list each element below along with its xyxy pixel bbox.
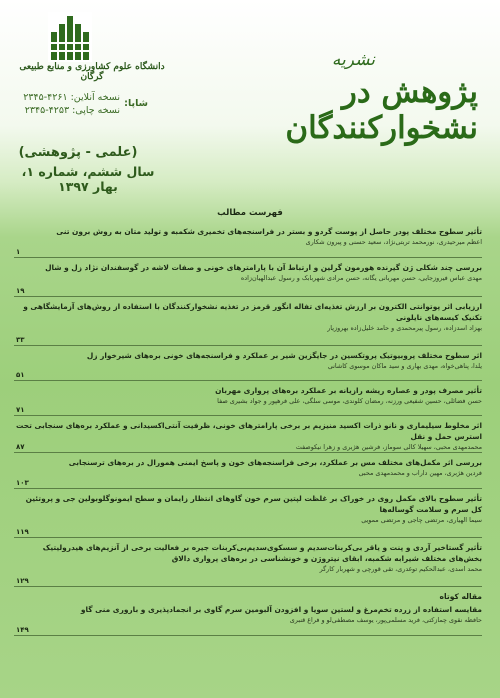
toc-entry-authors: محمد اسدی، عبدالحکیم توغدری، تقی قورچی و شهربار کارگر xyxy=(319,565,482,573)
toc-entry-authors: محمدمهدی محبی، سهیلا کالی سوماز، فرشین هژبری و زهرا نیکوصفت xyxy=(295,443,482,451)
toc-entry[interactable] xyxy=(14,301,482,346)
toc-entry[interactable] xyxy=(14,420,482,453)
toc-entry-page: ۱۱۹ xyxy=(16,528,29,536)
toc-entry-authors: اعظم میرحیدری، نورمحمد تربتی‌نژاد، سعید حسنی و پیرون شکاری xyxy=(305,238,482,246)
toc-entry-title: ارزیابی اثر پوتوانتی الکترون بر ارزش تغذیه‌ای تفاله انگور قرمز در تغذیه نشخوارکنندگان با استفاده از روش‌های آزمایشگاهی و تکنیک کیسه‌های نایلونی xyxy=(23,302,482,322)
toc-entry-authors: بهزاد اسدزاده، رسول پیرمحمدی و حامد خلیل‌زاده بهروزیار xyxy=(327,324,482,332)
toc-entry[interactable] xyxy=(14,457,482,489)
toc-entry-authors: سیما الهیاری، مرتضی چاجی و مرتضی ممویی xyxy=(361,516,482,524)
toc-entry-title: تأثیر سطوح بالای مکمل روی در خوراک بر غلظت لپتین سرم خون گاوهای انتظار زایمان و سطح ایمونوگلوبولین جی و پروتئین کل سرم و سلامت گوساله‌ها xyxy=(25,494,482,514)
toc-entry[interactable] xyxy=(14,350,482,381)
table-of-contents xyxy=(14,226,482,636)
toc-entry-title: مقایسه استفاده از زرده تخم‌مرغ و لستین سویا و افزودن آلبومین سرم گاوی بر انجمادپذیری و باروری منی گاو xyxy=(80,605,482,614)
university-logo-icon xyxy=(48,12,92,62)
toc-entry-title: بررسی اثر مکمل‌های مختلف مس بر عملکرد، برخی فراسنجه‌های خون و پاسخ ایمنی همورال در بره‌های ترسنجابی xyxy=(68,458,482,467)
journal-kind: نشریه xyxy=(331,50,375,70)
toc-heading: فهرست مطالب xyxy=(217,208,283,218)
toc-entry-page: ۱ xyxy=(16,248,21,256)
journal-title: پژوهش در نشخوارکنندگان xyxy=(285,74,478,146)
university-name: دانشگاه علوم کشاورزی و منابع طبیعی گرگان xyxy=(19,62,165,82)
toc-entry-authors: مهدی عباس فیروزجایی، حسن مهربانی یگانه، حسن مرادی شهربابک و رسول عبدالهیان‌زاده xyxy=(240,274,482,282)
issn-print: نسخه چاپی: ۴۲۵۳-۲۳۴۵ xyxy=(24,105,120,116)
toc-entry-title: بررسی چند شکلی ژن گیرنده هورمون گرلین و ارتباط آن با پارامترهای خونی و صفات لاشه در گوسفندان نژاد زل و شال xyxy=(45,263,482,272)
toc-entry-title: تأثیر گستاخیر آردی و پنت و یاقر بی‌کربنات‌سدیم و سسکوی‌سدیم‌بی‌کربنات جیره بر فعالیت برخی از آنزیم‌های هیدرولیتیک بخش‌های مختلف شیرابه شکمبه، ابقای نیتروژن و خونشناسی در بره‌های پرواری دالاق xyxy=(42,543,482,563)
toc-entry-page: ۱۰۳ xyxy=(16,479,29,487)
toc-entry[interactable] xyxy=(14,493,482,538)
toc-entry-page: ۵۱ xyxy=(16,371,25,379)
toc-entry[interactable] xyxy=(14,604,482,636)
toc-entry[interactable] xyxy=(14,262,482,297)
toc-entry-title: تأثیر سطوح مختلف پودر حاصل از پوست گردو و بستر در فراسنجه‌های تخمیری شکمبه و تولید متان به روش برون تنی xyxy=(56,227,482,236)
toc-entry[interactable] xyxy=(14,226,482,258)
toc-entry-authors: یلدا، پناهی‌خواه، مهدی بهاری و سید ماکان موسوی کاشانی xyxy=(327,362,482,370)
journal-status: (علمی - پژوهشی) xyxy=(18,145,138,160)
toc-entry-page: ۳۳ xyxy=(16,336,25,344)
toc-entry-page: ۱۲۹ xyxy=(16,577,29,585)
toc-entry-page: ۸۷ xyxy=(16,443,25,451)
toc-entry-title: اثر مخلوط سیلیماری و نانو ذرات اکسید منیزیم بر برخی پارامترهای خونی، ظرفیت آنتی‌اکسیدانی و عملکرد بره‌های سنجابی تحت استرس حمل و نقل xyxy=(15,421,482,441)
toc-entry[interactable] xyxy=(14,542,482,587)
toc-entry-page: ۷۱ xyxy=(16,406,25,414)
issn-online: نسخه آنلاین: ۴۲۶۱-۲۳۴۵ xyxy=(23,92,120,103)
toc-entry-authors: حسن فضائلی، حسین شفیعی ورزنه، رمضان کلوندی، موسی سلگی، علی فرهپور و جواد بشیری صفا xyxy=(217,397,482,405)
toc-entry[interactable] xyxy=(14,385,482,416)
toc-entry-title: اثر سطوح مختلف پروبیوتیک پروتکسین در جایگزین شیر بر عملکرد و فراسنجه‌های خونی بره‌های شیرخوار زل xyxy=(86,351,482,360)
toc-entry-authors: حافظه نقوی چمازکتی، فرید مسلمی‌پور، یوسف مصطفی‌لو و فراغ قنبری xyxy=(289,616,482,624)
short-article-heading: مقاله کوتاه xyxy=(439,592,482,601)
issn-label: شاپا: xyxy=(124,98,148,109)
toc-entry-authors: فردین هژبری، مهین داراب و محمدمهدی محبی xyxy=(358,469,482,477)
toc-entry-title: تأثیر مصرف پودر و عصاره ریشه رازیانه بر عملکرد بره‌های پرواری مهربان xyxy=(215,386,482,395)
toc-entry-page: ۱۹ xyxy=(16,287,25,295)
toc-entry-page: ۱۴۹ xyxy=(16,626,29,634)
issue-info: سال ششم، شماره ۱، بهار ۱۳۹۷ xyxy=(21,164,155,194)
